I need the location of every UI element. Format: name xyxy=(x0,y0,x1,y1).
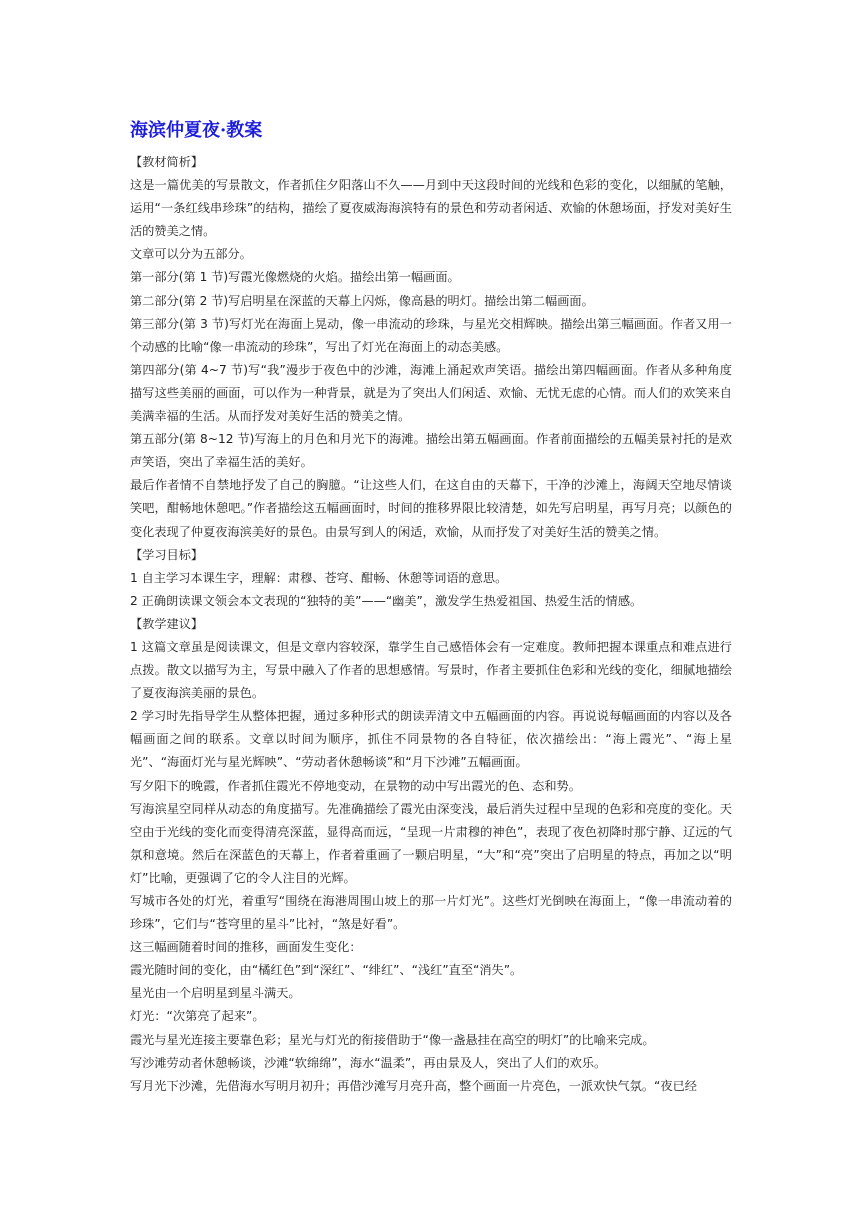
paragraph: 第五部分(第 8~12 节)写海上的月色和月光下的海滩。描绘出第五幅画面。作者前面描绘的五幅美景衬托的是欢声笑语，突出了幸福生活的美好。 xyxy=(130,432,732,470)
paragraph: 1 这篇文章虽是阅读课文，但是文章内容较深，靠学生自己感悟体会有一定难度。教师把握本课重点和难点进行点拨。散文以描写为主，写景中融入了作者的思想感情。写景时，作者主要抓住色彩和光线的变化，细腻地描绘了夏夜海滨美丽的景色。 xyxy=(130,639,732,701)
section-heading-teaching-suggestions: 【教学建议】 xyxy=(130,616,204,631)
paragraph: 第四部分(第 4~7 节)写“我”漫步于夜色中的沙滩，海滩上涌起欢声笑语。描绘出第四幅画面。作者从多种角度描写这些美丽的画面，可以作为一种背景，就是为了突出人们闲适、欢愉、无忧无虑的心情。而人们的欢笑来自美满幸福的生活。从而抒发对美好生活的赞美之情。 xyxy=(130,362,732,424)
document-body xyxy=(130,151,732,1098)
paragraph: 写沙滩劳动者休憩畅谈，沙滩“软绵绵”，海水“温柔”，再由景及人，突出了人们的欢乐。 xyxy=(130,1055,607,1070)
paragraph: 霞光与星光连接主要靠色彩；星光与灯光的衔接借助于“像一盏悬挂在高空的明灯”的比喻来完成。 xyxy=(130,1032,655,1047)
paragraph: 星光由一个启明星到星斗满天。 xyxy=(130,986,301,1001)
paragraph: 这是一篇优美的写景散文，作者抓住夕阳落山不久——月到中天这段时间的光线和色彩的变化，以细腻的笔触，运用“一条红线串珍珠”的结构，描绘了夏夜威海海滨特有的景色和劳动者闲适、欢愉的休憩场面，抒发对美好生活的赞美之情。 xyxy=(130,178,732,239)
paragraph: 写夕阳下的晚霞，作者抓住霞光不停地变动，在景物的动中写出霞光的色、态和势。 xyxy=(130,778,581,793)
paragraph: 第二部分(第 2 节)写启明星在深蓝的天幕上闪烁，像高悬的明灯。描绘出第二幅画面。 xyxy=(130,293,594,308)
paragraph: 2 正确朗读课文领会本文表现的“独特的美”——“幽美”，激发学生热爱祖国、热爱生活的情感。 xyxy=(130,593,643,608)
paragraph: 写月光下沙滩，先借海水写明月初升；再借沙滩写月亮升高，整个画面一片亮色，一派欢快气氛。“夜已经 xyxy=(130,1078,697,1093)
paragraph: 灯光：“次第亮了起来”。 xyxy=(130,1009,265,1024)
paragraph: 这三幅画随着时间的推移，画面发生变化： xyxy=(130,940,362,955)
paragraph: 第一部分(第 1 节)写霞光像燃烧的火焰。描绘出第一幅画面。 xyxy=(130,270,460,285)
paragraph: 1 自主学习本课生字，理解：肃穆、苍穹、酣畅、休憩等词语的意思。 xyxy=(130,570,508,585)
document-title: 海滨仲夏夜·教案 xyxy=(130,120,263,141)
paragraph: 霞光随时间的变化，由“橘红色”到“深红”、“绯红”、“浅红”直至“消失”。 xyxy=(130,963,523,978)
paragraph: 第三部分(第 3 节)写灯光在海面上晃动，像一串流动的珍珠，与星光交相辉映。描绘出第三幅画面。作者又用一个动感的比喻“像一串流动的珍珠”，写出了灯光在海面上的动态美感。 xyxy=(130,316,732,354)
section-heading-learning-goals: 【学习目标】 xyxy=(130,547,204,562)
paragraph: 写城市各处的灯光，着重写“围绕在海港周围山坡上的那一片灯光”。这些灯光倒映在海面上，“像一串流动着的珍珠”，它们与“苍穹里的星斗”比衬，“煞是好看”。 xyxy=(130,894,732,932)
paragraph: 文章可以分为五部分。 xyxy=(130,247,252,262)
paragraph: 写海滨星空同样从动态的角度描写。先准确描绘了霞光由深变浅，最后消失过程中呈现的色彩和亮度的变化。天空由于光线的变化而变得清亮深蓝，显得高而远，“呈现一片肃穆的神色”，表现了夜色初降时那宁静、辽远的气氛和意境。然后在深蓝色的天幕上，作者着重画了一颗启明星，“大”和“亮”突出了启明星的特点，再加之以“明灯”比喻，更强调了它的令人注目的光辉。 xyxy=(130,801,732,885)
paragraph: 2 学习时先指导学生从整体把握，通过多种形式的朗读弄清文中五幅画面的内容。再说说每幅画面的内容以及各幅画面之间的联系。文章以时间为顺序，抓住不同景物的各自特征，依次描绘出：“海上霞光”、“海上星光”、“海面灯光与星光辉映”、“劳动者休憩畅谈”和“月下沙滩”五幅画面。 xyxy=(130,709,732,770)
paragraph: 最后作者情不自禁地抒发了自己的胸臆。“让这些人们，在这自由的天幕下，干净的沙滩上，海阔天空地尽情谈笑吧，酣畅地休憩吧。”作者描绘这五幅画面时，时间的推移界限比较清楚，如先写启明星，再写月亮；以颜色的变化表现了仲夏夜海滨美好的景色。由景写到人的闲适，欢愉，从而抒发了对美好生活的赞美之情。 xyxy=(130,478,732,539)
section-heading-textbook-analysis: 【教材简析】 xyxy=(130,155,204,169)
